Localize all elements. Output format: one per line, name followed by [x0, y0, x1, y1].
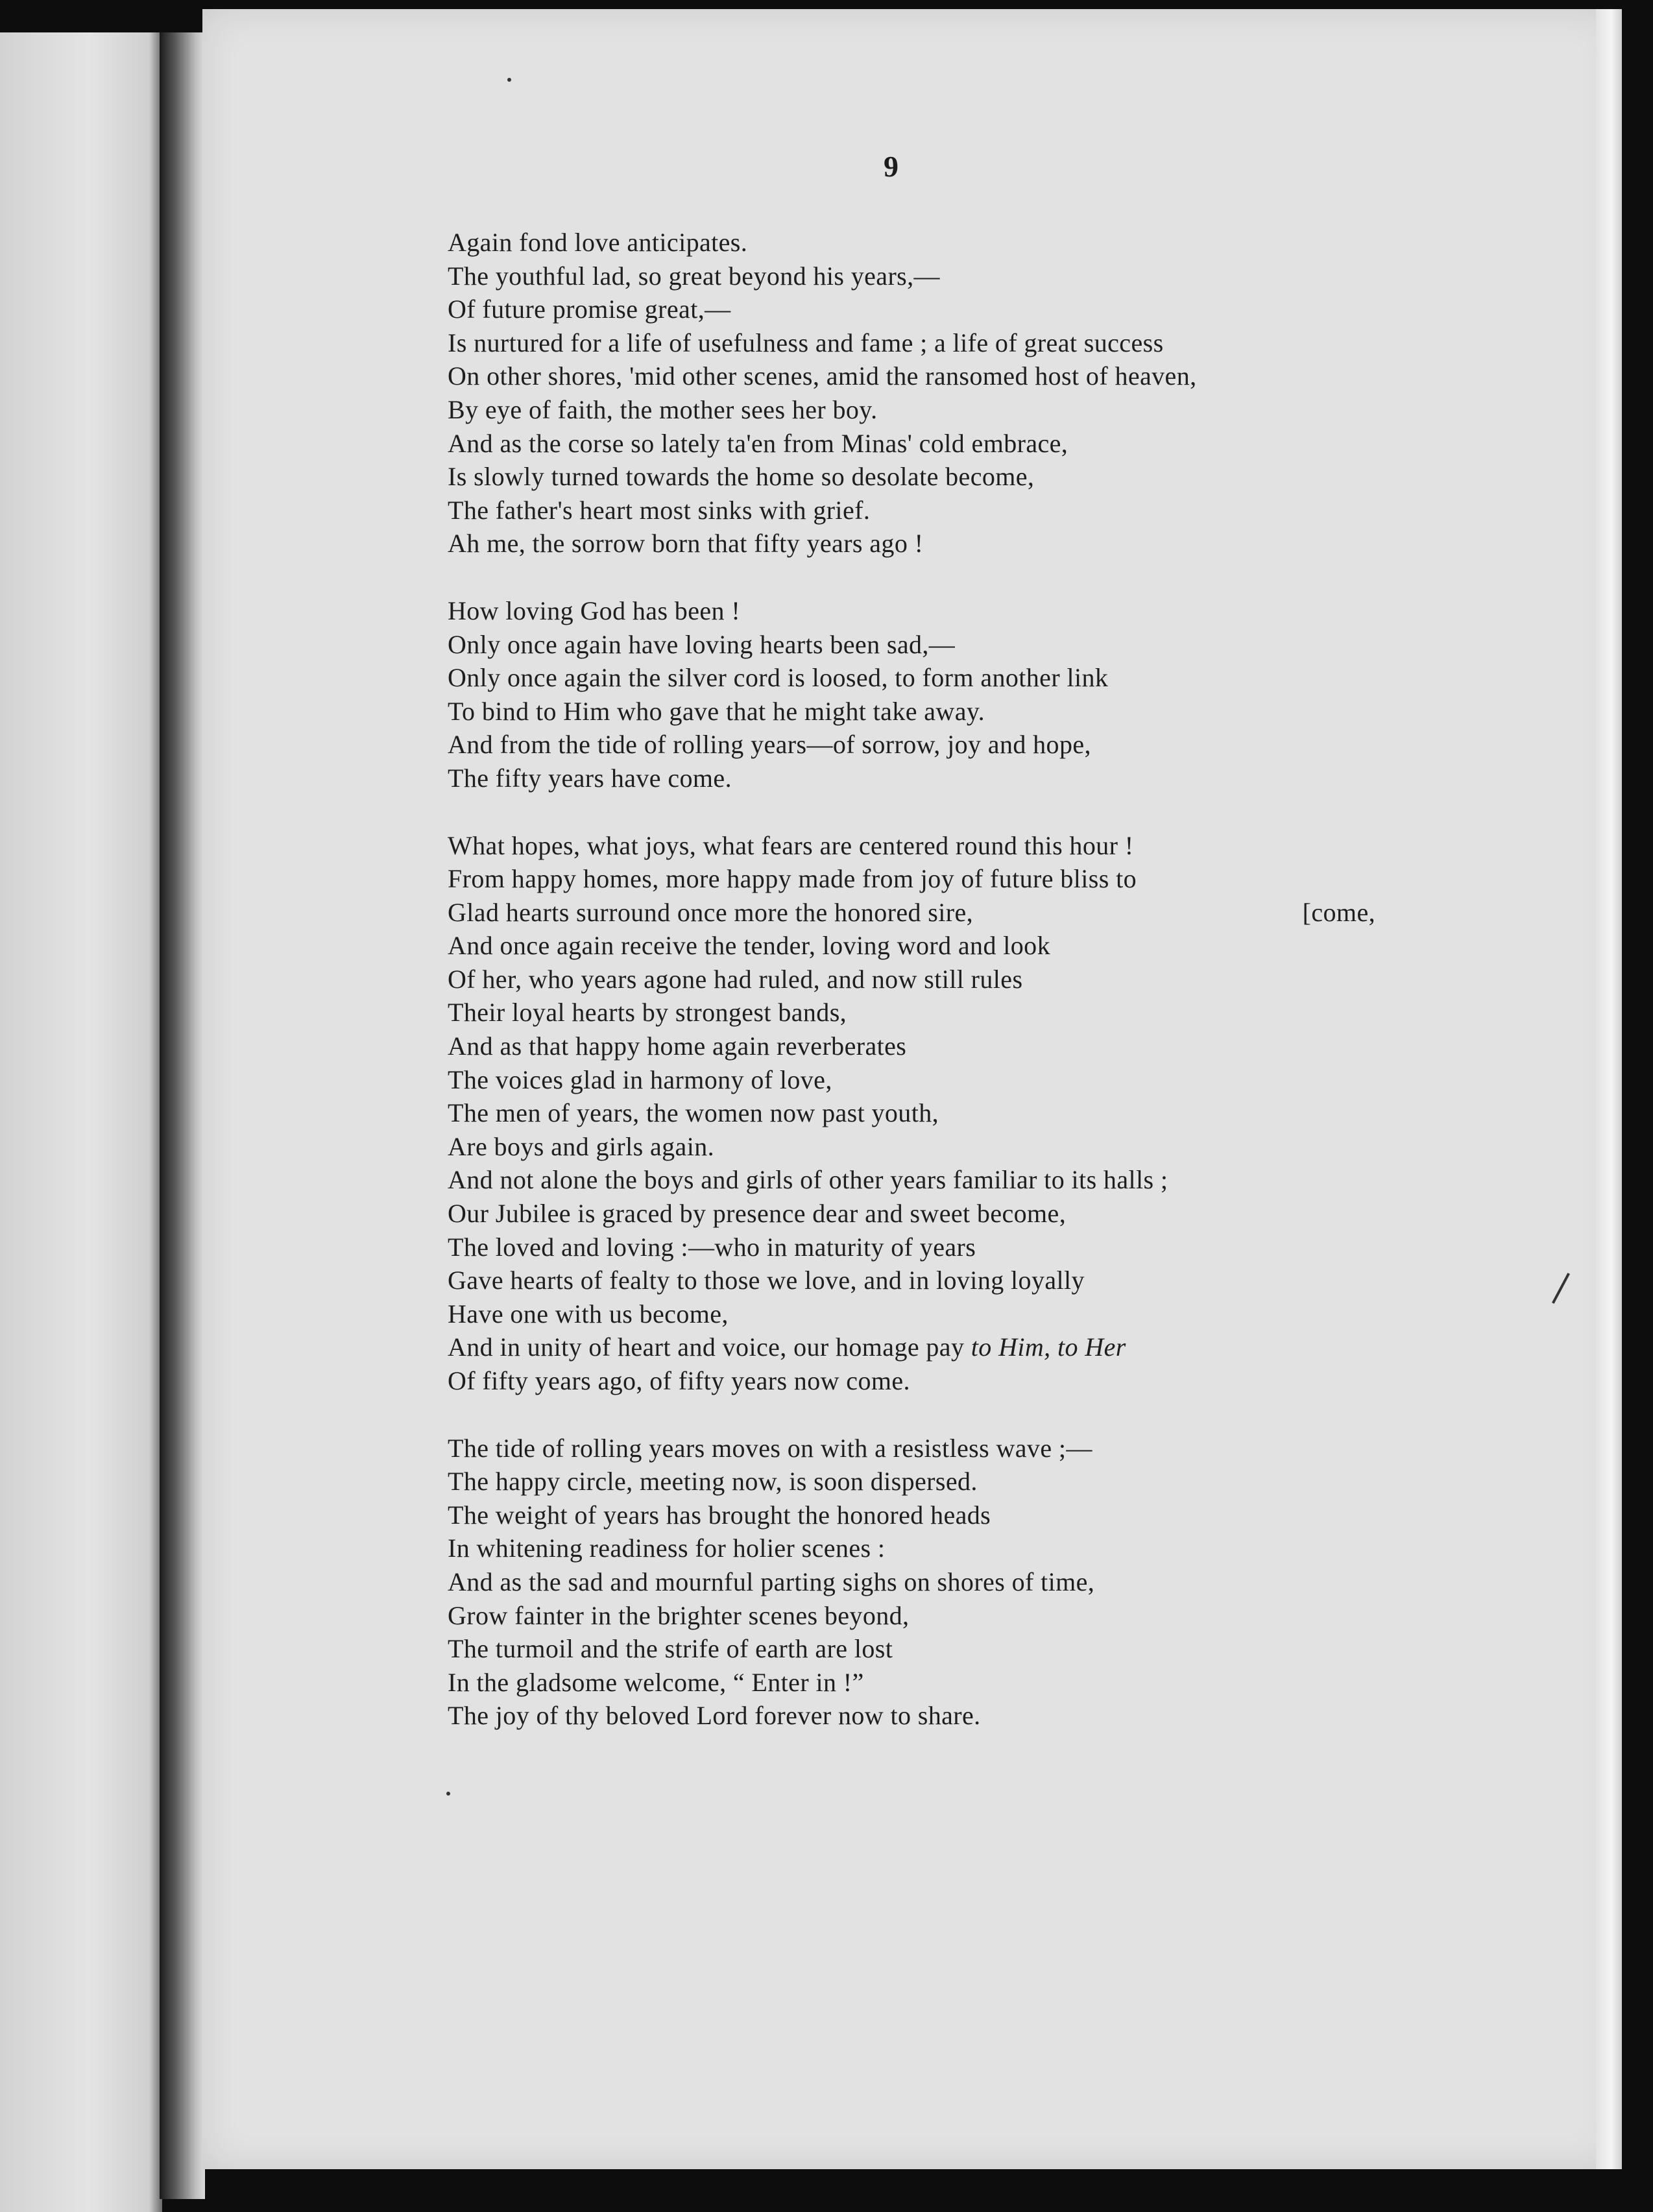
- poem-line: Of her, who years agone had ruled, and now still rules: [448, 964, 1023, 994]
- poem-line: What hopes, what joys, what fears are centered round this hour !: [448, 830, 1134, 860]
- poem-line: And as that happy home again reverberates: [448, 1031, 907, 1061]
- poem-line: In whitening readiness for holier scenes :: [448, 1533, 886, 1563]
- poem-line: The tide of rolling years moves on with a resistless wave ;—: [448, 1433, 1092, 1463]
- stanza-2: [448, 594, 1375, 795]
- page-number: 9: [884, 150, 899, 183]
- line-continuation: [come,: [1302, 897, 1375, 927]
- poem-line: And as the sad and mournful parting sighs on shores of time,: [448, 1567, 1095, 1596]
- stanza-1: [448, 226, 1375, 560]
- poem-line-with-continuation: [448, 896, 1375, 930]
- facing-page-left: [0, 32, 162, 2212]
- poem-line: In the gladsome welcome, “ Enter in !”: [448, 1667, 864, 1697]
- poem-body: [448, 226, 1375, 1766]
- poem-line: Of future promise great,—: [448, 295, 731, 324]
- poem-line: The youthful lad, so great beyond his years,—: [448, 261, 940, 291]
- poem-line: To bind to Him who gave that he might take away.: [448, 696, 985, 726]
- poem-line: The father's heart most sinks with grief.: [448, 495, 871, 525]
- poem-line-text: And in unity of heart and voice, our homage pay: [448, 1332, 965, 1362]
- poem-line: The men of years, the women now past youth,: [448, 1098, 939, 1128]
- poem-line: The fifty years have come.: [448, 763, 732, 793]
- poem-line: And not alone the boys and girls of other years familiar to its halls ;: [448, 1165, 1168, 1195]
- poem-line: Our Jubilee is graced by presence dear and sweet become,: [448, 1199, 1067, 1229]
- poem-line: And from the tide of rolling years—of sorrow, joy and hope,: [448, 730, 1091, 760]
- poem-line: And once again receive the tender, loving word and look: [448, 931, 1050, 961]
- poem-line: On other shores, 'mid other scenes, amid the ransomed host of heaven,: [448, 361, 1197, 391]
- paper-speck: [507, 78, 511, 82]
- stanza-3: [448, 829, 1375, 1398]
- poem-line-text: Glad hearts surround once more the honored sire,: [448, 897, 974, 927]
- poem-line: And as the corse so lately ta'en from Minas' cold embrace,: [448, 428, 1068, 458]
- poem-line: Have one with us become,: [448, 1299, 729, 1328]
- page-edge: [1596, 9, 1622, 2169]
- poem-line: Are boys and girls again.: [448, 1131, 715, 1161]
- poem-line: Grow fainter in the brighter scenes beyond,: [448, 1600, 910, 1630]
- italic-phrase: to Him, to Her: [971, 1332, 1126, 1362]
- poem-line: Ah me, the sorrow born that fifty years ago !: [448, 529, 924, 559]
- paper-speck: [446, 1792, 450, 1796]
- poem-line: The turmoil and the strife of earth are lost: [448, 1634, 893, 1664]
- poem-line: Of fifty years ago, of fifty years now come.: [448, 1366, 910, 1395]
- poem-line-with-italic: [448, 1330, 1375, 1364]
- poem-line: Is nurtured for a life of usefulness and fame ; a life of great success: [448, 328, 1164, 357]
- poem-line: Gave hearts of fealty to those we love, and in loving loyally: [448, 1266, 1085, 1295]
- poem-line: By eye of faith, the mother sees her boy.: [448, 394, 878, 424]
- poem-line: From happy homes, more happy made from joy of future bliss to: [448, 864, 1137, 894]
- stanza-4: [448, 1432, 1375, 1733]
- poem-line: The joy of thy beloved Lord forever now to share.: [448, 1701, 981, 1731]
- book-gutter: [160, 32, 205, 2199]
- poem-line: The voices glad in harmony of love,: [448, 1064, 832, 1094]
- poem-line: How loving God has been !: [448, 595, 741, 625]
- poem-line: Only once again the silver cord is loosed, to form another link: [448, 663, 1109, 693]
- poem-line: Is slowly turned towards the home so desolate become,: [448, 462, 1035, 492]
- poem-line: Again fond love anticipates.: [448, 228, 748, 257]
- poem-line: The happy circle, meeting now, is soon dispersed.: [448, 1467, 978, 1497]
- poem-line: Only once again have loving hearts been sad,—: [448, 629, 956, 659]
- poem-line: Their loyal hearts by strongest bands,: [448, 998, 847, 1028]
- poem-line: The loved and loving :—who in maturity of years: [448, 1232, 976, 1262]
- poem-line: The weight of years has brought the honored heads: [448, 1500, 991, 1530]
